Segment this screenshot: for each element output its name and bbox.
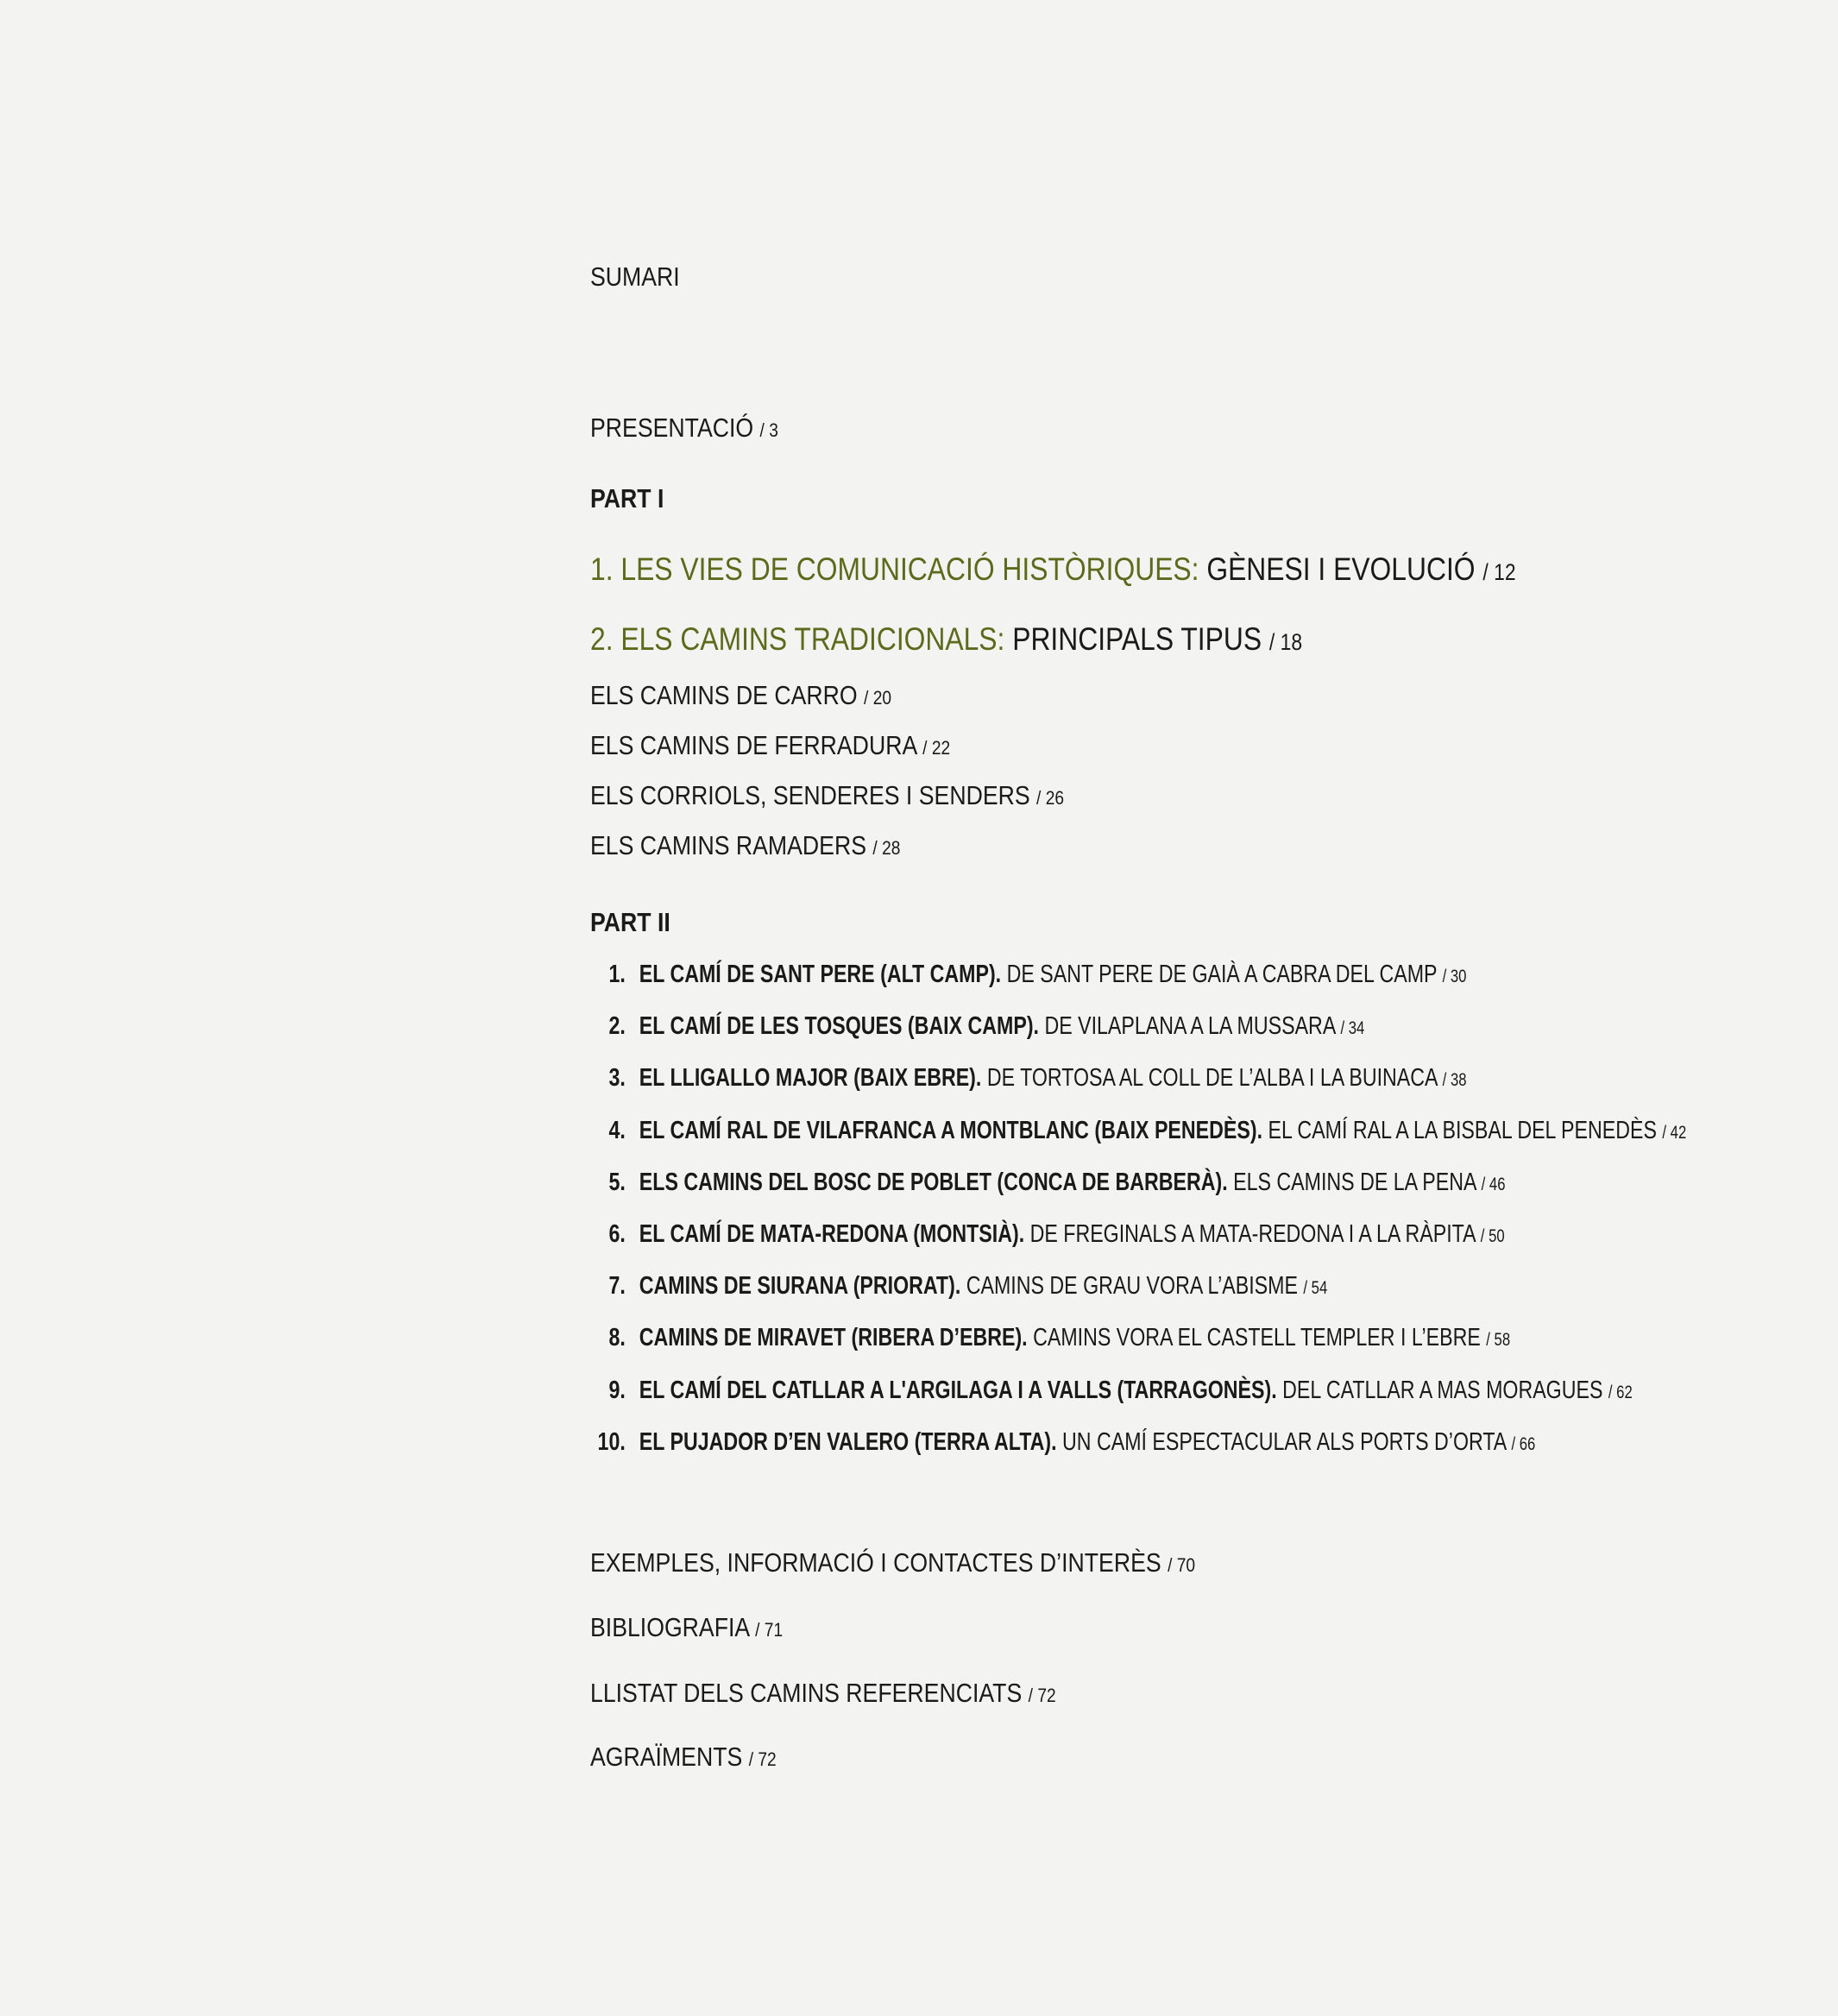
item-page: / 42: [1662, 1122, 1687, 1143]
appendix-page: / 70: [1168, 1554, 1196, 1576]
item-number: 10.: [597, 1427, 626, 1456]
part-1-heading: PART I: [590, 483, 664, 513]
item-subtitle: EL CAMÍ RAL A LA BISBAL DEL PENEDÈS: [1268, 1116, 1657, 1144]
item-title: ELS CAMINS DEL BOSC DE POBLET (CONCA DE BARBERÀ).: [639, 1168, 1228, 1196]
item-title: EL CAMÍ RAL DE VILAFRANCA A MONTBLANC (BAIX PENEDÈS).: [639, 1116, 1263, 1144]
item-number: 4.: [608, 1116, 626, 1144]
item-subtitle: DE FREGINALS A MATA-REDONA I A LA RÀPITA: [1029, 1220, 1476, 1248]
item-page: / 66: [1511, 1433, 1536, 1454]
part-2-item: [580, 1170, 1506, 1195]
item-page: / 38: [1442, 1070, 1467, 1091]
part-2-item: [580, 1427, 1536, 1456]
part-2-item: [580, 1014, 1364, 1039]
appendix-entry: [590, 1679, 1056, 1706]
item-page: / 62: [1608, 1382, 1633, 1402]
entry-page: / 3: [759, 419, 778, 441]
item-subtitle: DE TORTOSA AL COLL DE L’ALBA I LA BUINACA: [986, 1064, 1438, 1093]
chapter-2: [590, 623, 1302, 655]
appendix-label: EXEMPLES, INFORMACIÓ I CONTACTES D’INTERÈS: [590, 1547, 1161, 1578]
section-entry: [590, 832, 900, 859]
part-2-item: [580, 1118, 1686, 1143]
item-subtitle: DEL CATLLAR A MAS MORAGUES: [1282, 1376, 1603, 1404]
chapter-subtitle: GÈNESI I EVOLUCIÓ: [1206, 551, 1476, 587]
part-2-item: [580, 1274, 1327, 1299]
item-title: EL CAMÍ DE SANT PERE (ALT CAMP).: [639, 961, 1002, 988]
appendix-page: / 72: [748, 1748, 777, 1770]
chapter-1: [590, 553, 1516, 585]
section-page: / 22: [922, 737, 951, 759]
item-number: 9.: [608, 1376, 626, 1404]
item-number: 1.: [608, 961, 626, 988]
toc-heading: SUMARI: [590, 261, 680, 292]
item-subtitle: CAMINS VORA EL CASTELL TEMPLER I L’EBRE: [1033, 1324, 1481, 1352]
item-subtitle: CAMINS DE GRAU VORA L’ABISME: [966, 1272, 1298, 1301]
item-page: / 34: [1340, 1018, 1365, 1039]
item-number: 5.: [608, 1168, 626, 1196]
chapter-title: 2. ELS CAMINS TRADICIONALS:: [590, 621, 1005, 657]
item-subtitle: ELS CAMINS DE LA PENA: [1233, 1168, 1476, 1196]
part-2-item: [580, 1066, 1467, 1091]
section-entry: [590, 782, 1064, 809]
item-number: 2.: [608, 1012, 626, 1041]
appendix-entry: [590, 1549, 1195, 1576]
item-number: 8.: [608, 1324, 626, 1352]
section-label: ELS CAMINS DE CARRO: [590, 680, 858, 710]
appendix-label: LLISTAT DELS CAMINS REFERENCIATS: [590, 1678, 1023, 1708]
appendix-page: / 71: [755, 1619, 784, 1641]
item-title: EL CAMÍ DE LES TOSQUES (BAIX CAMP).: [639, 1012, 1039, 1041]
item-number: 7.: [608, 1272, 626, 1301]
section-label: ELS CAMINS RAMADERS: [590, 830, 866, 860]
item-title: CAMINS DE SIURANA (PRIORAT).: [639, 1272, 961, 1301]
entry-label: PRESENTACIÓ: [590, 413, 754, 443]
section-entry: [590, 682, 891, 709]
section-label: ELS CAMINS DE FERRADURA: [590, 730, 916, 760]
item-title: CAMINS DE MIRAVET (RIBERA D’EBRE).: [639, 1324, 1028, 1352]
item-subtitle: UN CAMÍ ESPECTACULAR ALS PORTS D’ORTA: [1062, 1427, 1506, 1456]
appendix-label: AGRAÏMENTS: [590, 1742, 743, 1772]
item-page: / 46: [1481, 1174, 1506, 1194]
appendix-entry: [590, 1743, 777, 1770]
item-subtitle: DE SANT PERE DE GAIÀ A CABRA DEL CAMP: [1006, 961, 1438, 988]
toc-entry-presentacio: [590, 414, 778, 441]
item-title: EL CAMÍ DE MATA-REDONA (MONTSIÀ).: [639, 1220, 1025, 1248]
item-subtitle: DE VILAPLANA A LA MUSSARA: [1044, 1012, 1336, 1041]
chapter-subtitle: PRINCIPALS TIPUS: [1012, 621, 1262, 657]
part-2-item: [580, 962, 1466, 987]
item-number: 3.: [608, 1064, 626, 1093]
item-title: EL LLIGALLO MAJOR (BAIX EBRE).: [639, 1064, 982, 1093]
section-entry: [590, 732, 950, 759]
section-page: / 28: [872, 837, 901, 859]
appendix-entry: [590, 1614, 783, 1641]
part-2-heading: PART II: [590, 907, 670, 937]
appendix-page: / 72: [1028, 1685, 1056, 1706]
chapter-page: / 18: [1268, 629, 1303, 655]
item-title: EL CAMÍ DEL CATLLAR A L'ARGILAGA I A VALLS (TARRAGONÈS).: [639, 1376, 1277, 1404]
part-2-item: [580, 1222, 1505, 1247]
part-2-item: [580, 1326, 1510, 1351]
section-page: / 20: [864, 687, 892, 709]
item-title: EL PUJADOR D’EN VALERO (TERRA ALTA).: [639, 1427, 1057, 1456]
item-page: / 50: [1480, 1226, 1505, 1246]
part-2-item: [580, 1378, 1633, 1403]
appendix-label: BIBLIOGRAFIA: [590, 1612, 749, 1642]
item-number: 6.: [608, 1220, 626, 1248]
item-page: / 30: [1442, 967, 1467, 986]
section-label: ELS CORRIOLS, SENDERES I SENDERS: [590, 780, 1030, 810]
item-page: / 58: [1486, 1330, 1511, 1351]
item-page: / 54: [1303, 1278, 1328, 1299]
section-page: / 26: [1036, 787, 1065, 809]
chapter-page: / 12: [1482, 559, 1516, 585]
chapter-title: 1. LES VIES DE COMUNICACIÓ HISTÒRIQUES:: [590, 551, 1199, 587]
